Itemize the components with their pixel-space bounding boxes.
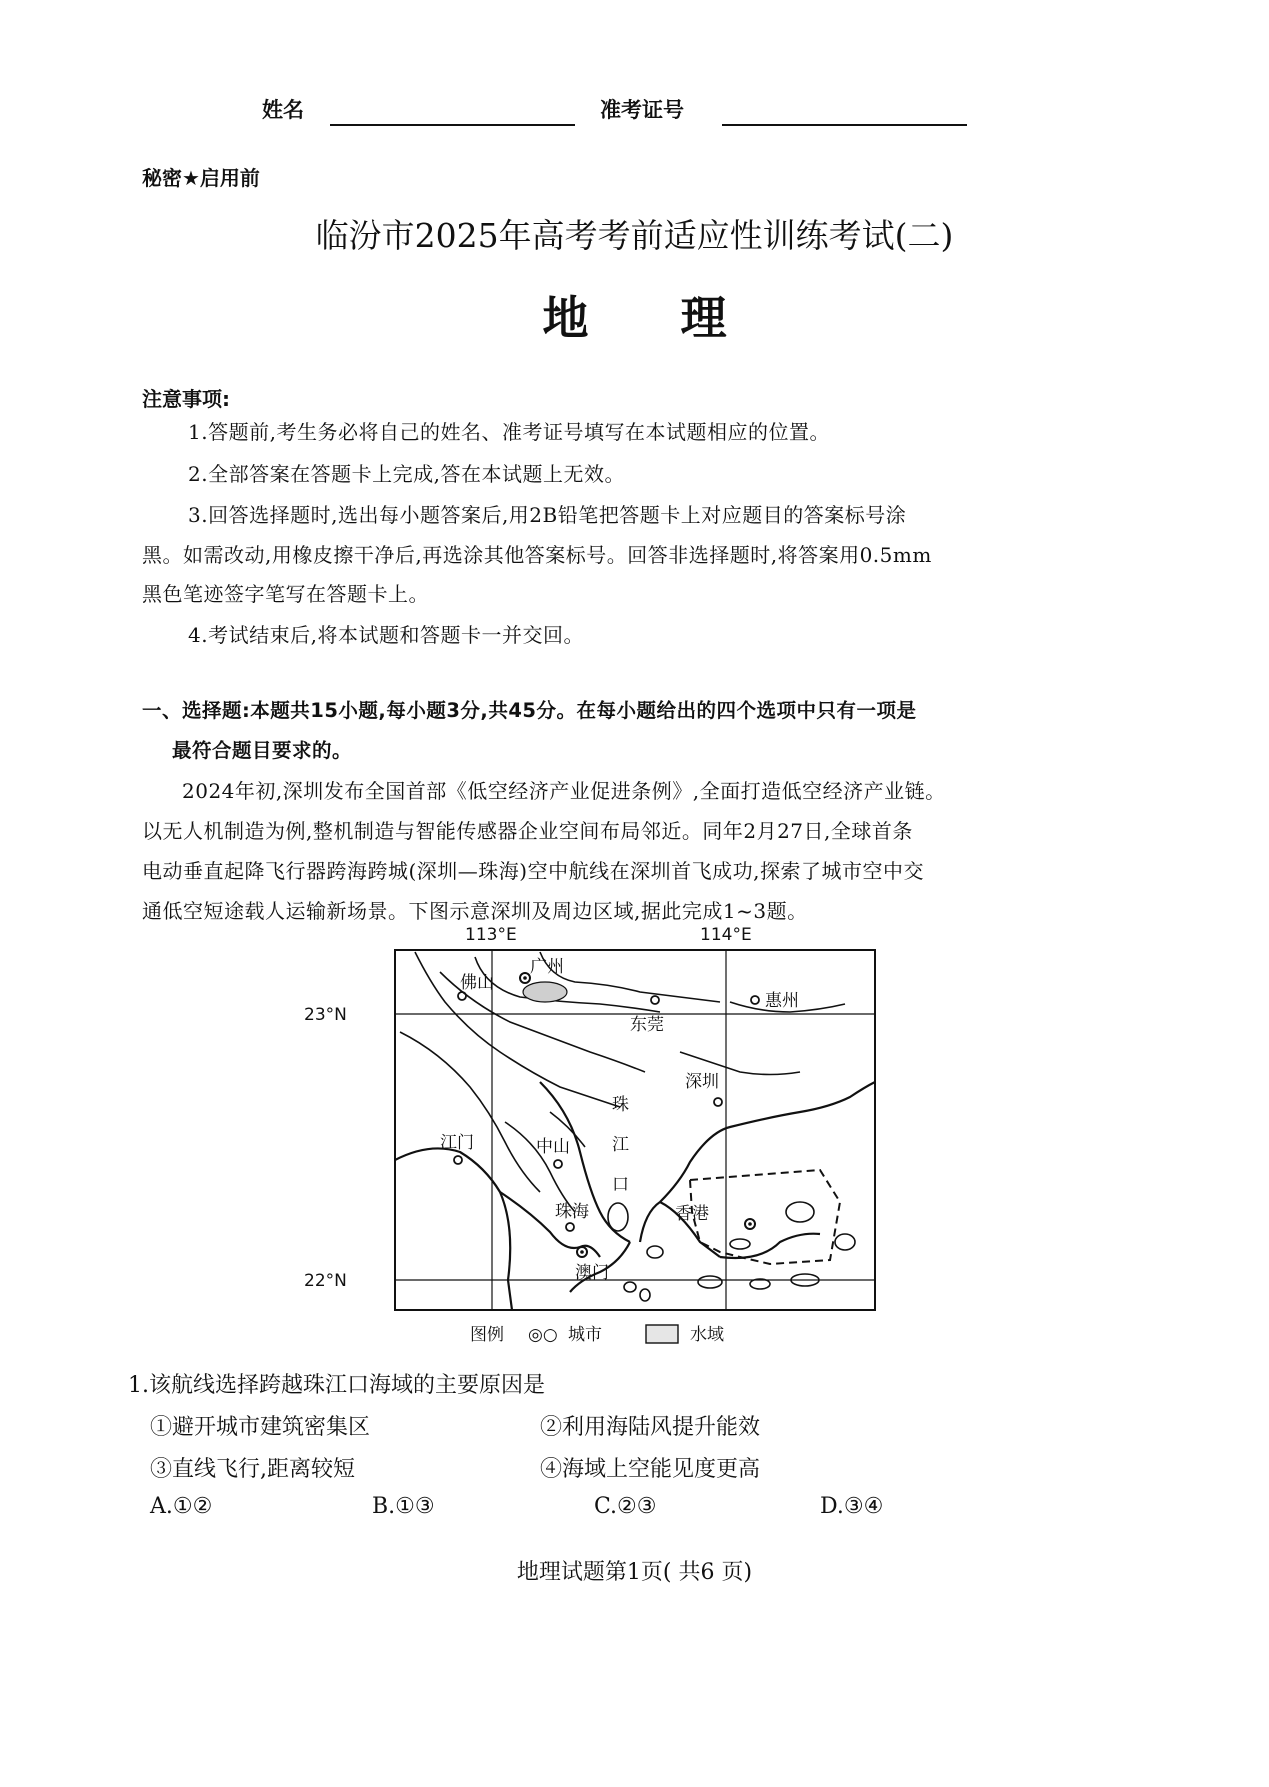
option-a[interactable]: A.①②	[150, 1494, 213, 1519]
question-1-stem: 1.该航线选择跨越珠江口海域的主要原因是	[128, 1373, 545, 1398]
statement-2: ②利用海陆风提升能效	[540, 1415, 761, 1440]
statement-4: ④海域上空能见度更高	[540, 1457, 761, 1482]
subject-title: 地 理	[542, 291, 727, 345]
city-label-zhuhai: 珠海	[555, 1202, 589, 1222]
page-title: 临汾市2025年高考考前适应性训练考试(二)	[315, 216, 954, 255]
legend-title: 图例	[470, 1325, 504, 1345]
option-b[interactable]: B.①③	[372, 1494, 435, 1519]
passage-line-2: 以无人机制造为例,整机制造与智能传感器企业空间布局邻近。同年2月27日,全球首条	[142, 819, 913, 843]
zhongshan-marker	[554, 1160, 562, 1168]
passage-line-4: 通低空短途载人运输新场景。下图示意深圳及周边区域,据此完成1~3题。	[142, 899, 808, 923]
map-frame	[395, 950, 875, 1310]
notice-item-3-cont2: 黑色笔迹签字笔写在答题卡上。	[142, 582, 429, 606]
notice-item-4: 4.考试结束后,将本试题和答题卡一并交回。	[188, 623, 584, 647]
jiangmen-marker	[454, 1156, 462, 1164]
zhuhai-marker	[566, 1223, 574, 1231]
shenzhen-marker	[714, 1098, 722, 1106]
notice-item-3: 3.回答选择题时,选出每小题答案后,用2B铅笔把答题卡上对应题目的答案标号涂	[188, 503, 907, 527]
huizhou-marker	[751, 996, 759, 1004]
water-patch	[523, 982, 567, 1002]
legend-water-swatch	[646, 1325, 678, 1343]
passage-line-1: 2024年初,深圳发布全国首部《低空经济产业促进条例》,全面打造低空经济产业链。	[182, 779, 946, 803]
secret-mark: 秘密★启用前	[142, 166, 260, 190]
name-label: 姓名	[262, 98, 304, 122]
city-label-jiangmen: 江门	[440, 1133, 474, 1153]
section-heading-cont: 最符合题目要求的。	[172, 739, 353, 762]
city-markers	[454, 973, 759, 1257]
exam-id-label: 准考证号	[600, 98, 684, 122]
statement-1: ①避开城市建筑密集区	[150, 1415, 371, 1440]
legend-water-label: 水域	[690, 1325, 724, 1345]
legend-city-symbols: ◎○	[528, 1325, 558, 1345]
passage-line-3: 电动垂直起降飞行器跨海跨城(深圳—珠海)空中航线在深圳首飞成功,探索了城市空中交	[142, 859, 924, 883]
city-label-zhongshan: 中山	[536, 1137, 570, 1157]
notice-title: 注意事项:	[142, 387, 230, 411]
city-label-foshan: 佛山	[460, 973, 494, 993]
city-label-hongkong: 香港	[675, 1204, 709, 1224]
region-map	[300, 912, 920, 1350]
lon-label-114: 114°E	[700, 925, 752, 945]
city-label-dongguan: 东莞	[630, 1015, 664, 1035]
estuary-char-3: 口	[612, 1175, 629, 1195]
city-label-shenzhen: 深圳	[685, 1072, 719, 1092]
estuary-char-1: 珠	[612, 1095, 629, 1115]
legend-city-label: 城市	[568, 1325, 602, 1345]
estuary-char-2: 江	[612, 1135, 629, 1155]
lat-label-23: 23°N	[304, 1005, 347, 1025]
city-label-macau: 澳门	[575, 1263, 609, 1283]
foshan-marker	[458, 992, 466, 1000]
statement-3: ③直线飞行,距离较短	[150, 1457, 355, 1482]
exam-id-field[interactable]	[722, 124, 967, 126]
hongkong-boundary	[690, 1170, 840, 1264]
option-d[interactable]: D.③④	[820, 1494, 884, 1519]
option-c[interactable]: C.②③	[594, 1494, 657, 1519]
section-heading: 一、选择题:本题共15小题,每小题3分,共45分。在每小题给出的四个选项中只有一项是	[142, 699, 917, 722]
notice-item-1: 1.答题前,考生务必将自己的姓名、准考证号填写在本试题相应的位置。	[188, 420, 830, 444]
name-field[interactable]	[330, 124, 575, 126]
city-label-huizhou: 惠州	[765, 991, 799, 1011]
page-footer: 地理试题第1页( 共6 页)	[516, 1560, 753, 1585]
dongguan-marker	[651, 996, 659, 1004]
lat-label-22: 22°N	[304, 1271, 347, 1291]
coastline	[395, 1082, 875, 1310]
notice-item-3-cont: 黑。如需改动,用橡皮擦干净后,再选涂其他答案标号。回答非选择题时,将答案用0.5mm	[142, 543, 932, 567]
islands	[608, 1202, 855, 1301]
city-label-guangzhou: 广州	[530, 957, 564, 977]
lon-label-113: 113°E	[465, 925, 517, 945]
notice-item-2: 2.全部答案在答题卡上完成,答在本试题上无效。	[188, 462, 625, 486]
